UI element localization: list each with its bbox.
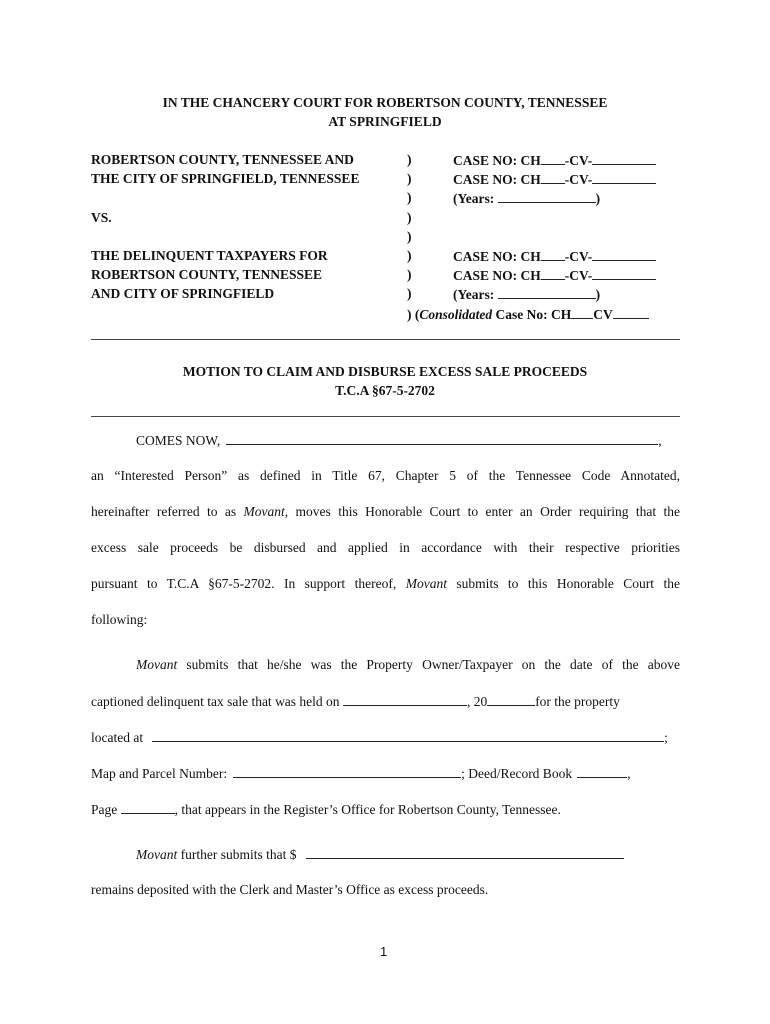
case-number-blank[interactable]: [541, 171, 565, 184]
court-heading-line2: AT SPRINGFIELD: [328, 114, 442, 129]
record-page-blank[interactable]: [121, 801, 175, 814]
case-number-blank[interactable]: [592, 248, 656, 261]
caption-paren: ): [407, 152, 412, 167]
years-blank[interactable]: [498, 286, 596, 299]
comes-now-line: COMES NOW, ,: [136, 433, 662, 448]
property-location-line: located at ;: [91, 730, 668, 745]
case-number-line: CASE NO: CH -CV-: [453, 248, 656, 265]
case-number-line: CASE NO: CH -CV-: [453, 171, 656, 188]
body-text-line: remains deposited with the Clerk and Master’s Office as excess proceeds.: [91, 882, 489, 897]
sale-date-blank[interactable]: [343, 693, 467, 706]
caption-paren: ): [407, 267, 412, 282]
map-parcel-blank[interactable]: [233, 765, 461, 778]
case-number-blank[interactable]: [541, 267, 565, 280]
caption-paren: ): [407, 171, 412, 186]
property-address-blank[interactable]: [152, 729, 664, 742]
page-number: 1: [380, 944, 388, 959]
map-parcel-line: Map and Parcel Number: ; Deed/Record Book ,: [91, 766, 631, 781]
sale-date-line: captioned delinquent tax sale that was held on , 20 for the property: [91, 694, 620, 709]
motion-title: MOTION TO CLAIM AND DISBURSE EXCESS SALE PROCEEDS: [182, 364, 588, 379]
deed-book-blank[interactable]: [577, 765, 627, 778]
body-text-line: Movant submits that he/she was the Property Owner/Taxpayer on the date of the above: [136, 657, 680, 672]
years-blank[interactable]: [498, 190, 596, 203]
case-number-line: CASE NO: CH -CV-: [453, 267, 656, 284]
caption-paren: ): [407, 286, 412, 301]
defendant-line3: AND CITY OF SPRINGFIELD: [91, 286, 275, 301]
defendant-line2: ROBERTSON COUNTY, TENNESSEE: [91, 267, 322, 282]
page-register-line: Page , that appears in the Register’s Office for Robertson County, Tennessee.: [91, 802, 561, 817]
versus-label: VS.: [91, 210, 112, 225]
body-text-line: pursuant to T.C.A §67-5-2702. In support thereof, Movant submits to this Honorable Court the: [91, 576, 680, 591]
years-line: (Years: ): [453, 287, 601, 302]
consolidated-case-line: ) (Consolidated Case No: CH CV: [407, 306, 649, 323]
body-text-line: hereinafter referred to as Movant, moves this Honorable Court to enter an Order requiring that the: [91, 504, 680, 519]
caption-paren: ): [407, 210, 412, 225]
plaintiff-line2: THE CITY OF SPRINGFIELD, TENNESSEE: [91, 171, 360, 186]
caption-paren: ): [407, 248, 412, 263]
excess-amount-blank[interactable]: [306, 846, 624, 859]
body-text-line: excess sale proceeds be disbursed and applied in accordance with their respective priorities: [91, 540, 680, 555]
caption-paren: ): [407, 229, 412, 244]
case-number-blank[interactable]: [592, 267, 656, 280]
divider-line: [91, 339, 680, 340]
excess-amount-line: Movant further submits that $: [136, 846, 624, 863]
statute-reference: T.C.A §67-5-2702: [335, 383, 435, 398]
plaintiff-line1: ROBERTSON COUNTY, TENNESSEE AND: [91, 152, 354, 167]
divider-line: [91, 416, 680, 417]
case-number-line: CASE NO: CH -CV-: [453, 152, 656, 169]
caption-paren: ): [407, 190, 412, 205]
case-number-blank[interactable]: [571, 306, 593, 319]
court-heading-line1: IN THE CHANCERY COURT FOR ROBERTSON COUNTY, TENNESSEE: [162, 95, 608, 110]
case-number-blank[interactable]: [613, 306, 649, 319]
years-line: (Years: ): [453, 191, 601, 206]
case-number-blank[interactable]: [541, 248, 565, 261]
sale-year-blank[interactable]: [487, 693, 535, 706]
body-text-line: an “Interested Person” as defined in Title 67, Chapter 5 of the Tennessee Code Annotated,: [91, 468, 680, 483]
case-number-blank[interactable]: [592, 171, 656, 184]
movant-name-blank[interactable]: [226, 432, 658, 445]
case-number-blank[interactable]: [541, 152, 565, 165]
defendant-line1: THE DELINQUENT TAXPAYERS FOR: [91, 248, 328, 263]
body-text-line: following:: [91, 612, 148, 627]
case-number-blank[interactable]: [592, 152, 656, 165]
